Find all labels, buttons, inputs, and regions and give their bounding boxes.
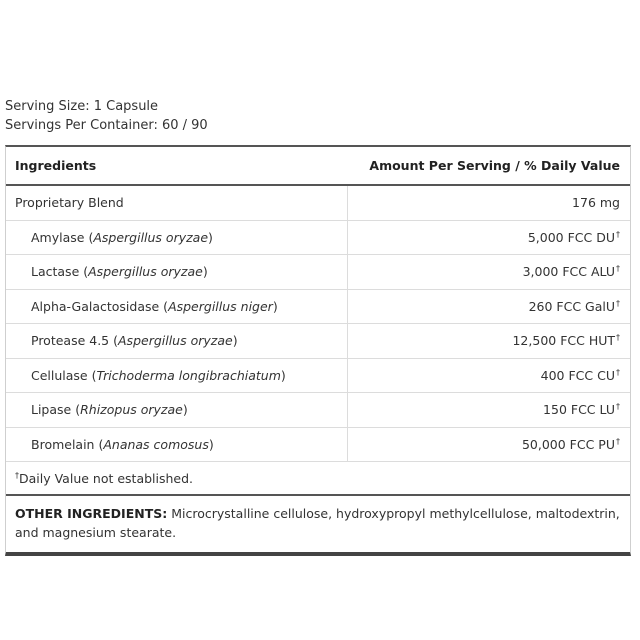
ingredient-source: Aspergillus oryzae [118,333,233,349]
servings-per-container: Servings Per Container: 60 / 90 [5,118,208,133]
ingredient-common-name: Cellulase [31,367,88,383]
ingredient-common-name: Amylase [31,229,85,245]
ingredient-name: Proprietary Blend [6,186,348,220]
amount-value: 50,000 FCC PU [521,436,615,452]
ingredient-name: Bromelain ( Ananas comosus ) [6,428,348,462]
ingredient-name: Cellulase ( Trichoderma longibrachiatum ) [6,359,348,393]
amount-value: 3,000 FCC ALU [522,264,615,280]
ingredient-source: Aspergillus oryzae [93,229,209,245]
ingredient-amount [348,393,630,427]
ingredient-common-name: Protease 4.5 [31,333,110,349]
ingredient-source: Trichoderma longibrachiatum [96,367,281,383]
dagger-mark: † [616,298,620,308]
dagger-mark: † [616,367,620,377]
footnote-text: Daily Value not established. [19,470,194,486]
amount-value: 150 FCC LU [543,402,615,418]
daily-value-footnote [6,462,630,496]
table-row [6,255,630,290]
table-row [6,290,630,325]
ingredient-amount [348,428,630,462]
other-ingredients-text: Microcrystalline cellulose, hydroxypropyl methylcellulose, maltodextrin, and magnesium stearate. [15,506,620,540]
ingredient-common-name: Bromelain [31,436,95,452]
ingredient-amount [348,324,630,358]
table-row [6,359,630,394]
supplement-facts-table [5,145,631,556]
ingredient-common-name: Alpha-Galactosidase [31,298,160,314]
ingredient-source: Ananas comosus [103,436,209,452]
dagger-mark: † [616,333,620,343]
header-amount: Amount Per Serving / % Daily Value [369,158,620,173]
amount-value: 260 FCC GalU [528,298,615,314]
ingredient-name: Lipase ( Rhizopus oryzae ) [6,393,348,427]
table-row [6,393,630,428]
ingredient-name: Alpha-Galactosidase ( Aspergillus niger ) [6,290,348,324]
ingredient-amount [348,221,630,255]
amount-value: 12,500 FCC HUT [512,333,615,349]
table-header [6,147,630,186]
ingredient-source: Aspergillus niger [168,298,273,314]
dagger-mark: † [616,436,620,446]
amount-value: 400 FCC CU [540,367,615,383]
dagger-mark: † [616,402,620,412]
ingredient-name: Lactase ( Aspergillus oryzae ) [6,255,348,289]
ingredient-amount: 176 mg [572,195,620,211]
serving-size: Serving Size: 1 Capsule [5,99,159,114]
dagger-mark: † [616,229,620,239]
ingredient-name: Amylase ( Aspergillus oryzae ) [6,221,348,255]
ingredient-name: Protease 4.5 ( Aspergillus oryzae ) [6,324,348,358]
ingredient-common-name: Lipase [31,402,72,418]
table-row [6,221,630,256]
ingredient-common-name: Lactase [31,264,80,280]
dagger-mark: † [616,264,620,274]
ingredient-source: Aspergillus oryzae [88,264,203,280]
other-ingredients [6,496,630,552]
table-row [6,324,630,359]
amount-value: 5,000 FCC DU [527,229,615,245]
serving-info [5,97,208,135]
ingredient-amount [348,255,630,289]
other-ingredients-label: OTHER INGREDIENTS: [15,506,168,521]
table-row [6,428,630,463]
table-row-proprietary-blend [6,186,630,221]
footnote-dagger: † [15,470,19,480]
ingredient-source: Rhizopus oryzae [80,402,183,418]
header-ingredients: Ingredients [15,158,97,173]
ingredient-amount [348,290,630,324]
ingredient-amount [348,359,630,393]
